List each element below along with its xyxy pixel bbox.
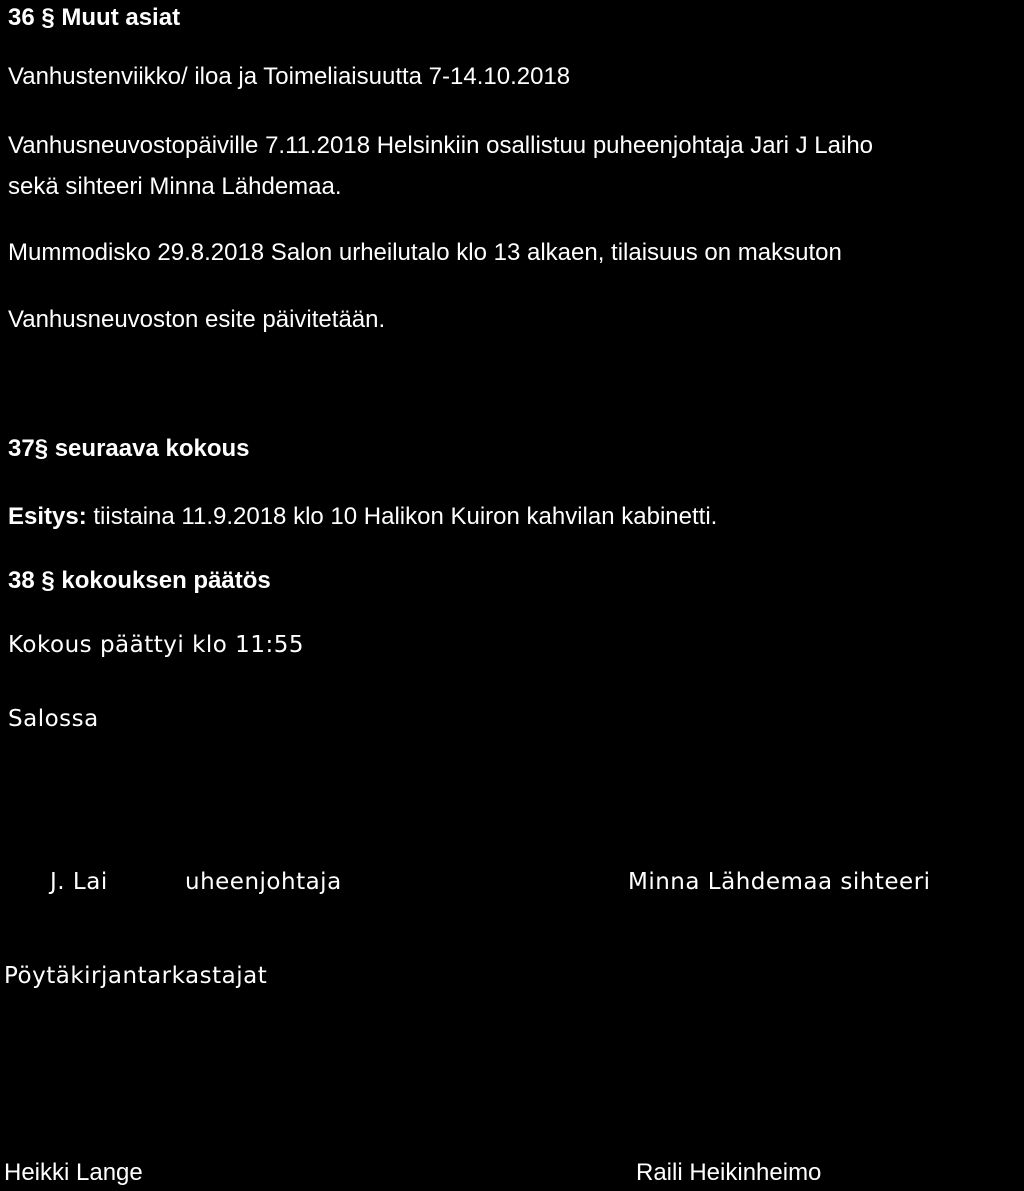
place-text: Salossa xyxy=(8,706,99,732)
section-36-item: Vanhusneuvoston esite päivitetään. xyxy=(8,306,386,333)
reviewer-right: Raili Heikinheimo xyxy=(636,1159,822,1186)
section-36-item: Vanhusneuvostopäiville 7.11.2018 Helsinkiin osallistuu puheenjohtaja Jari J Laiho xyxy=(8,132,874,159)
proposal-text: tiistaina 11.9.2018 klo 10 Halikon Kuiron kahvilan kabinetti. xyxy=(86,503,718,530)
meeting-ended-text: Kokous päättyi klo 11:55 xyxy=(8,632,304,658)
chair-name: J. Lai xyxy=(50,869,108,895)
section-38-heading: 38 § kokouksen päätös xyxy=(8,567,271,594)
section-36-item: sekä sihteeri Minna Lähdemaa. xyxy=(8,173,342,200)
reviewers-label: Pöytäkirjantarkastajat xyxy=(4,963,268,989)
secretary-signature: Minna Lähdemaa sihteeri xyxy=(628,869,931,895)
section-36-heading: 36 § Muut asiat xyxy=(8,4,181,31)
section-37-heading: 37§ seuraava kokous xyxy=(8,435,250,462)
proposal-label: Esitys: xyxy=(8,503,87,530)
section-36-item: Mummodisko 29.8.2018 Salon urheilutalo klo 13 alkaen, tilaisuus on maksuton xyxy=(8,239,842,266)
reviewer-left: Heikki Lange xyxy=(4,1159,143,1186)
chair-role: uheenjohtaja xyxy=(185,869,342,895)
section-36-item: Vanhustenviikko/ iloa ja Toimeliaisuutta 7-14.10.2018 xyxy=(8,63,571,90)
section-37-proposal xyxy=(8,505,717,529)
